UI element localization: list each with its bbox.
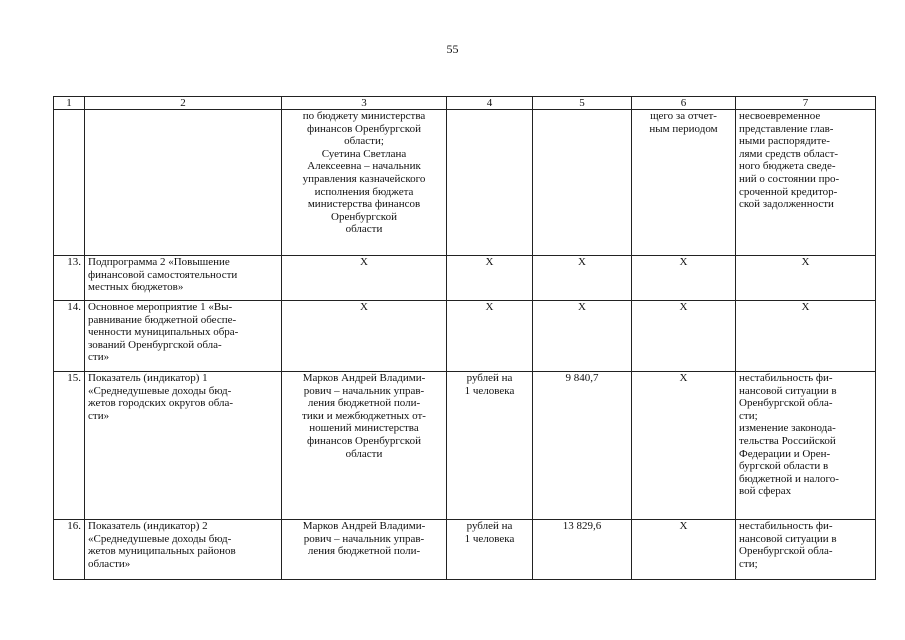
- row-name: Показатель (индикатор) 2 «Среднедушевые доходы бюд- жетов муниципальных районов области»: [85, 520, 282, 580]
- row-unit: рублей на 1 человека: [447, 520, 533, 580]
- row-value: Х: [533, 256, 632, 301]
- row-number: 15.: [54, 372, 85, 520]
- header-cell: 4: [447, 97, 533, 110]
- row-unit: Х: [447, 301, 533, 372]
- header-row: [54, 97, 876, 110]
- row-responsible: Х: [282, 256, 447, 301]
- header-cell: 2: [85, 97, 282, 110]
- row-responsible: по бюджету министерства финансов Оренбургской области; Суетина Светлана Алексеевна – начальник управления казначейского исполнения бюджета министерства финансов Оренбургской области: [282, 110, 447, 256]
- row-col6: Х: [632, 372, 736, 520]
- row-number: 14.: [54, 301, 85, 372]
- row-col6: Х: [632, 520, 736, 580]
- row-name: Показатель (индикатор) 1 «Среднедушевые доходы бюд- жетов городских округов обла- сти»: [85, 372, 282, 520]
- row-value: 13 829,6: [533, 520, 632, 580]
- indicator-table: [53, 96, 876, 580]
- row-col6: Х: [632, 256, 736, 301]
- header-cell: 1: [54, 97, 85, 110]
- row-unit: Х: [447, 256, 533, 301]
- row-col6: Х: [632, 301, 736, 372]
- row-responsible: Х: [282, 301, 447, 372]
- row-col7: нестабильность фи- нансовой ситуации в Оренбургской обла- сти; изменение законода- тельства Российской Федерации и Орен- бургской области в бюджетной и налого- вой сферах: [736, 372, 876, 520]
- header-cell: 3: [282, 97, 447, 110]
- row-col7: нестабильность фи- нансовой ситуации в Оренбургской обла- сти;: [736, 520, 876, 580]
- row-number: 16.: [54, 520, 85, 580]
- header-cell: 7: [736, 97, 876, 110]
- row-responsible: Марков Андрей Владими- рович – начальник управ- ления бюджетной поли-: [282, 520, 447, 580]
- row-value: 9 840,7: [533, 372, 632, 520]
- row-name: [85, 110, 282, 256]
- row-col6: щего за отчет- ным периодом: [632, 110, 736, 256]
- table-row: [54, 520, 876, 580]
- page-number: 55: [446, 42, 459, 56]
- row-value: Х: [533, 301, 632, 372]
- row-unit: [447, 110, 533, 256]
- row-name: Основное мероприятие 1 «Вы- равнивание бюджетной обеспе- ченности муниципальных обра- зований Оренбургской обла- сти»: [85, 301, 282, 372]
- header-cell: 6: [632, 97, 736, 110]
- row-responsible: Марков Андрей Владими- рович – начальник управ- ления бюджетной поли- тики и межбюджетных от- ношений министерства финансов Оренбургской области: [282, 372, 447, 520]
- row-col7: Х: [736, 256, 876, 301]
- table-row: [54, 301, 876, 372]
- row-unit: рублей на 1 человека: [447, 372, 533, 520]
- row-number: 13.: [54, 256, 85, 301]
- row-col7: несвоевременное представление глав- ными распорядите- лями средств област- ного бюджета сведе- ний о состоянии про- сроченной кредитор- ской задолженности: [736, 110, 876, 256]
- table-row: [54, 372, 876, 520]
- header-cell: 5: [533, 97, 632, 110]
- table-row: [54, 110, 876, 256]
- table-row: [54, 256, 876, 301]
- row-name: Подпрограмма 2 «Повышение финансовой самостоятельности местных бюджетов»: [85, 256, 282, 301]
- row-col7: Х: [736, 301, 876, 372]
- row-value: [533, 110, 632, 256]
- row-number: [54, 110, 85, 256]
